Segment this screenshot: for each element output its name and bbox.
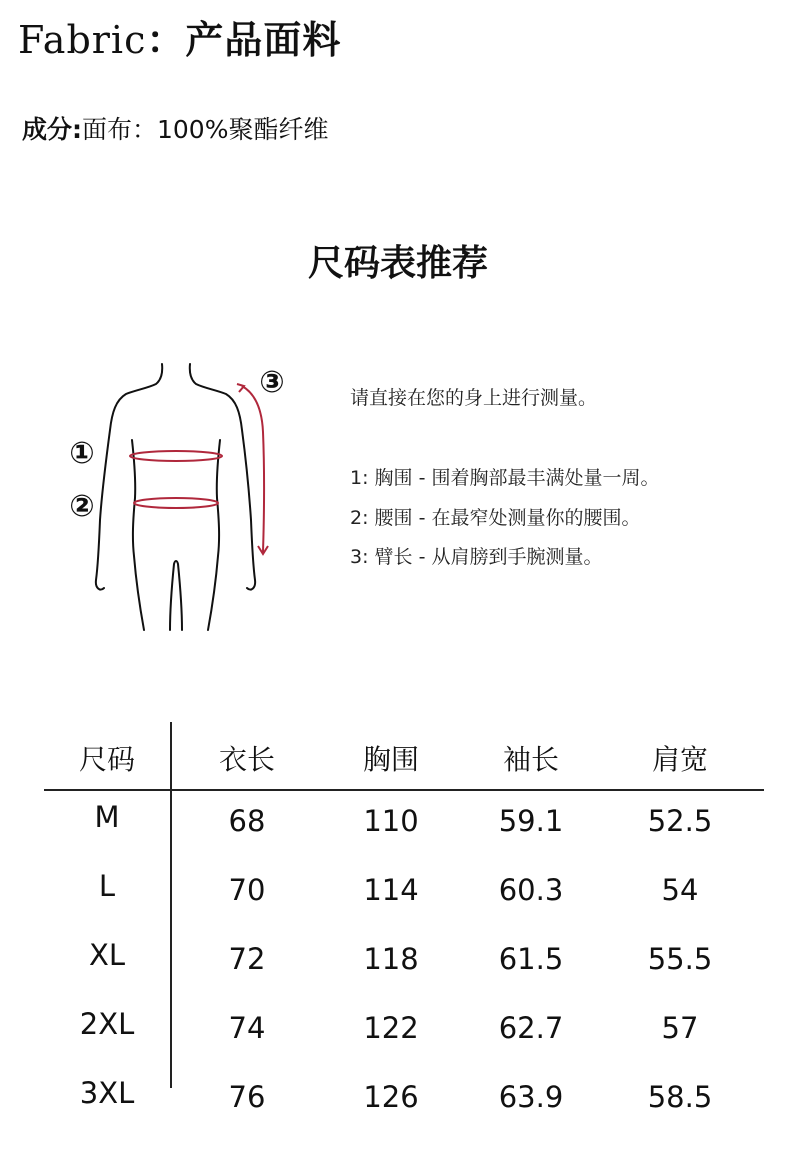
sleeve-cell: 60.3 xyxy=(498,873,564,907)
title-cn: 产品面料 xyxy=(185,18,342,62)
shoulder-cell: 55.5 xyxy=(647,942,713,976)
table-header-row xyxy=(44,738,764,788)
header-chest: 胸围 xyxy=(362,743,419,776)
table-row xyxy=(44,938,764,998)
chest-cell: 122 xyxy=(363,1011,419,1045)
title-separator: ： xyxy=(146,18,186,62)
chest-cell: 114 xyxy=(363,873,419,907)
marker-3: ③ xyxy=(259,365,285,400)
waist-measure-line xyxy=(134,498,218,508)
size-cell: M xyxy=(94,800,120,834)
shoulder-cell: 54 xyxy=(661,873,699,907)
instruction-arm: 3: 臂长 - 从肩膀到手腕测量。 xyxy=(350,546,603,568)
chest-measure-line xyxy=(130,451,222,461)
chest-cell: 126 xyxy=(363,1080,419,1114)
size-cell: 3XL xyxy=(79,1076,135,1110)
length-cell: 72 xyxy=(228,942,266,976)
table-row xyxy=(44,1007,764,1067)
body-measurement-figure xyxy=(56,360,296,636)
body-outline-illustration xyxy=(56,360,296,636)
header-length: 衣长 xyxy=(218,743,275,776)
size-cell: 2XL xyxy=(79,1007,135,1041)
size-cell: XL xyxy=(88,938,126,972)
instruction-chest: 1: 胸围 - 围着胸部最丰满处量一周。 xyxy=(350,467,660,489)
shoulder-cell: 57 xyxy=(661,1011,699,1045)
sleeve-cell: 62.7 xyxy=(498,1011,564,1045)
instruction-waist: 2: 腰围 - 在最窄处测量你的腰围。 xyxy=(350,507,641,529)
marker-2: ② xyxy=(69,489,95,524)
arm-length-arrow xyxy=(242,386,264,552)
chest-cell: 110 xyxy=(363,804,419,838)
marker-1: ① xyxy=(69,436,95,471)
shoulder-cell: 52.5 xyxy=(647,804,713,838)
header-shoulder: 肩宽 xyxy=(651,743,708,776)
table-row xyxy=(44,800,764,860)
fabric-composition xyxy=(22,112,328,148)
title-en: Fabric xyxy=(18,18,147,62)
table-row xyxy=(44,869,764,929)
size-chart-title: 尺码表推荐 xyxy=(307,243,488,284)
sleeve-cell: 63.9 xyxy=(498,1080,564,1114)
length-cell: 68 xyxy=(228,804,266,838)
header-sleeve: 袖长 xyxy=(502,743,559,776)
composition-label: 成分: xyxy=(22,115,82,144)
length-cell: 76 xyxy=(228,1080,266,1114)
shoulder-cell: 58.5 xyxy=(647,1080,713,1114)
sleeve-cell: 59.1 xyxy=(498,804,564,838)
page-title xyxy=(18,14,341,67)
length-cell: 74 xyxy=(228,1011,266,1045)
composition-value: 面布：100%聚酯纤维 xyxy=(82,115,329,144)
table-header-divider xyxy=(44,789,764,791)
table-row xyxy=(44,1076,764,1136)
sleeve-cell: 61.5 xyxy=(498,942,564,976)
instruction-intro: 请直接在您的身上进行测量。 xyxy=(350,387,598,409)
header-size: 尺码 xyxy=(78,743,135,776)
length-cell: 70 xyxy=(228,873,266,907)
size-cell: L xyxy=(98,869,116,903)
chest-cell: 118 xyxy=(363,942,419,976)
